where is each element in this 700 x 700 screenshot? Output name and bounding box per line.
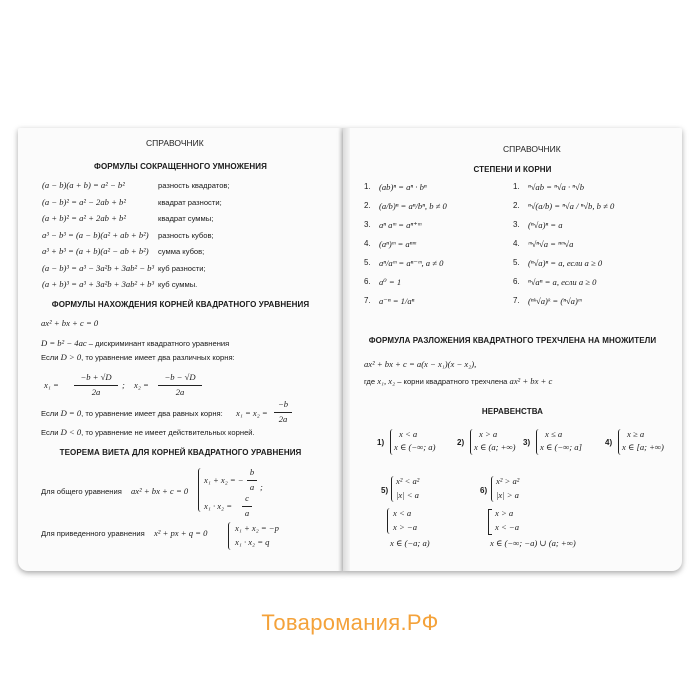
root-x1-denominator: 2a [91, 387, 101, 397]
vieta-sum-lhs: x₁ + x₂ = − [204, 475, 244, 485]
root-rule-number: 6. [513, 277, 520, 286]
left-page-header: СПРАВОЧНИК [146, 138, 204, 148]
section-title-quadratic-roots: ФОРМУЛЫ НАХОЖДЕНИЯ КОРНЕЙ КВАДРАТНОГО УРАВНЕНИЯ [51, 300, 310, 309]
power-rule-formula: (a/b)ⁿ = aⁿ/bⁿ, b ≠ 0 [379, 201, 447, 211]
equal-root-lhs: x₁ = x₂ = [236, 408, 268, 418]
fraction-bar [74, 385, 118, 386]
inequality-5-result: x ∈ (−a; a) [390, 538, 430, 548]
inequality-5-line2: |x| < a [396, 490, 419, 500]
inequality-solution: x ∈ [a; +∞) [622, 442, 664, 452]
power-rule-formula: a⁰ = 1 [379, 277, 402, 287]
inequality-condition: x ≥ a [627, 429, 645, 439]
fraction-bar [158, 385, 202, 386]
inequality-6-line2: |x| > a [496, 490, 519, 500]
vieta-reduced-equation: x² + px + q = 0 [154, 528, 208, 538]
inequality-condition: x > a [479, 429, 498, 439]
system-brace [198, 468, 203, 512]
vieta-product-denominator: a [244, 508, 250, 518]
inequality-solution: x ∈ (−∞; a] [540, 442, 582, 452]
system-brace [228, 522, 233, 550]
case-text: , то уравнение не имеет действительных корней. [81, 428, 255, 437]
root-rule-formula: ⁿ√ab = ⁿ√a · ⁿ√b [528, 182, 584, 192]
root-rule-number: 7. [513, 296, 520, 305]
section-title-trinomial: ФОРМУЛА РАЗЛОЖЕНИЯ КВАДРАТНОГО ТРЕХЧЛЕНА НА МНОЖИТЕЛИ [368, 336, 657, 345]
case-d-zero [41, 408, 223, 418]
power-rule-number: 4. [364, 239, 371, 248]
equal-root-denominator: 2a [278, 414, 288, 424]
left-page [18, 128, 343, 571]
section-title-powers-roots: СТЕПЕНИ И КОРНИ [473, 165, 552, 174]
inequality-condition: x ≤ a [545, 429, 563, 439]
formula-row-description: сумма кубов; [158, 247, 205, 256]
vieta-product-lhs: x₁ · x₂ = [204, 501, 232, 511]
note-text: – корни квадратного трехчлена [395, 377, 510, 386]
case-d-negative [41, 427, 255, 437]
inequality-6-line1: x² > a² [496, 476, 520, 486]
discriminant-formula: D = b² − 4ac [41, 338, 87, 348]
vieta-reduced-label: Для приведенного уравнения [41, 529, 145, 538]
vieta-product-numerator: c [245, 493, 249, 503]
root-rule-formula: ⁿ√aⁿ = a, если a ≥ 0 [528, 277, 597, 287]
formula-row-formula: (a + b)² = a² + 2ab + b² [42, 213, 126, 223]
inequality-number: 1) [377, 438, 385, 447]
power-rule-number: 6. [364, 277, 371, 286]
vieta-separator: ; [260, 482, 263, 492]
case-prefix: Если [41, 428, 61, 437]
right-page-header: СПРАВОЧНИК [503, 144, 561, 154]
inequality-condition: x < a [399, 429, 418, 439]
system-brace [387, 508, 392, 534]
vieta-reduced-product: x₁ · x₂ = q [235, 537, 270, 547]
open-booklet [18, 128, 682, 573]
power-rule-number: 3. [364, 220, 371, 229]
inequality-5-number: 5) [381, 486, 389, 495]
book-gutter [338, 128, 350, 571]
power-rule-formula: (aⁿ)ᵐ = aⁿᵐ [379, 239, 416, 249]
discriminant-text: – дискриминант квадратного уравнения [86, 339, 230, 348]
root-x2-lhs: x₂ = [134, 380, 149, 390]
inequality-solution: x ∈ (−∞; a) [394, 442, 436, 452]
fraction-bar [242, 506, 252, 507]
inequality-5-system2: x > −a [393, 522, 418, 532]
section-title-vieta: ТЕОРЕМА ВИЕТА ДЛЯ КОРНЕЙ КВАДРАТНОГО УРАВНЕНИЯ [59, 448, 302, 457]
formula-row-formula: a³ + b³ = (a + b)(a² − ab + b²) [42, 246, 149, 256]
inequality-6-system1: x > a [495, 508, 514, 518]
root-x1-lhs: x₁ = [44, 380, 59, 390]
vieta-sum-denominator: a [249, 482, 255, 492]
root-rule-number: 5. [513, 258, 520, 267]
root-x1-numerator: −b + √D [80, 372, 112, 382]
root-rule-formula: (ⁿ√a)ⁿ = a [528, 220, 563, 230]
inequality-6-system2: x < −a [495, 522, 520, 532]
vieta-sum-numerator: b [249, 467, 255, 477]
formula-row-formula: (a − b)(a + b) = a² − b² [42, 180, 125, 190]
formula-row-formula: (a + b)³ = a³ + 3a²b + 3ab² + b³ [42, 279, 155, 289]
root-x2-numerator: −b − √D [164, 372, 196, 382]
power-rule-number: 5. [364, 258, 371, 267]
root-rule-formula: (ⁿᵏ√a)ᵏ = (ⁿ√a)ᵐ [528, 296, 582, 306]
note-vars: x₁, x₂ [377, 376, 396, 386]
equal-root-numerator: −b [277, 399, 289, 409]
root-rule-formula: ⁿ√(a/b) = ⁿ√a / ⁿ√b, b ≠ 0 [528, 201, 615, 211]
discriminant-line [41, 333, 229, 351]
vieta-general-label: Для общего уравнения [41, 487, 122, 496]
case-condition: D > 0 [60, 352, 82, 362]
formula-row-formula: (a − b)² = a² − 2ab + b² [42, 196, 126, 207]
trinomial-note [364, 376, 552, 386]
formula-row-description: квадрат суммы; [158, 214, 214, 223]
watermark-text: Товаромания.РФ [261, 610, 439, 635]
case-d-positive [41, 352, 235, 362]
inequality-6-result: x ∈ (−∞; −a) ∪ (a; +∞) [490, 538, 576, 548]
formula-row-description: квадрат разности; [158, 197, 222, 207]
fraction-bar [274, 412, 292, 413]
power-rule-number: 2. [364, 201, 371, 210]
inequality-solution: x ∈ (a; +∞) [474, 442, 516, 452]
vieta-general-equation: ax² + bx + c = 0 [131, 486, 189, 496]
section-title-short-multiplication: ФОРМУЛЫ СОКРАЩЕННОГО УМНОЖЕНИЯ [94, 162, 267, 171]
formula-row-formula: a³ − b³ = (a − b)(a² + ab + b²) [42, 229, 149, 240]
fraction-bar [247, 480, 257, 481]
trinomial-formula: ax² + bx + c = a(x − x₁)(x − x₂), [364, 359, 477, 369]
inequality-5-line1: x² < a² [396, 476, 420, 486]
note-expression: ax² + bx + c [509, 376, 553, 386]
case-condition: D < 0 [60, 427, 82, 437]
inequality-number: 2) [457, 438, 465, 447]
inequality-number: 3) [523, 438, 531, 447]
formula-row-description: разность квадратов; [158, 181, 230, 190]
power-rule-formula: aⁿ/aᵐ = aⁿ⁻ᵐ, a ≠ 0 [379, 258, 444, 268]
union-bracket [488, 509, 492, 535]
root-rule-formula: (ⁿ√a)ⁿ = a, если a ≥ 0 [528, 258, 603, 268]
formula-row-description: разность кубов; [158, 230, 214, 240]
root-rule-number: 1. [513, 182, 520, 191]
inequality-5-system1: x < a [393, 508, 412, 518]
root-rule-formula: ᵐ√ⁿ√a = ⁿᵐ√a [528, 239, 574, 249]
root-rule-number: 4. [513, 239, 520, 248]
root-x2-denominator: 2a [175, 387, 185, 397]
note-prefix: где [364, 377, 378, 386]
formula-row-formula: (a − b)³ = a³ − 3a²b + 3ab² − b³ [42, 262, 155, 273]
right-page [343, 128, 682, 571]
inequality-number: 4) [605, 438, 613, 447]
power-rule-formula: (ab)ⁿ = aⁿ · bⁿ [379, 182, 427, 192]
power-rule-formula: a⁻ⁿ = 1/aⁿ [379, 296, 415, 306]
root-rule-number: 3. [513, 220, 520, 229]
power-rule-number: 1. [364, 182, 371, 191]
case-text: , то уравнение имеет два различных корня: [81, 353, 235, 362]
power-rule-formula: aⁿ aᵐ = aⁿ⁺ᵐ [379, 220, 422, 230]
case-prefix: Если [41, 353, 61, 362]
case-prefix: Если [41, 409, 61, 418]
formula-row-description: куб разности; [158, 263, 206, 273]
formula-row-description: куб суммы. [158, 280, 198, 289]
case-condition: D = 0 [60, 408, 82, 418]
roots-separator: ; [122, 380, 125, 390]
power-rule-number: 7. [364, 296, 371, 305]
vieta-reduced-sum: x₁ + x₂ = −p [235, 523, 279, 533]
inequality-6-number: 6) [480, 486, 488, 495]
quadratic-equation: ax² + bx + c = 0 [41, 318, 99, 328]
section-title-inequalities: НЕРАВЕНСТВА [481, 407, 544, 416]
case-text: , то уравнение имеет два равных корня: [81, 409, 223, 418]
root-rule-number: 2. [513, 201, 520, 210]
